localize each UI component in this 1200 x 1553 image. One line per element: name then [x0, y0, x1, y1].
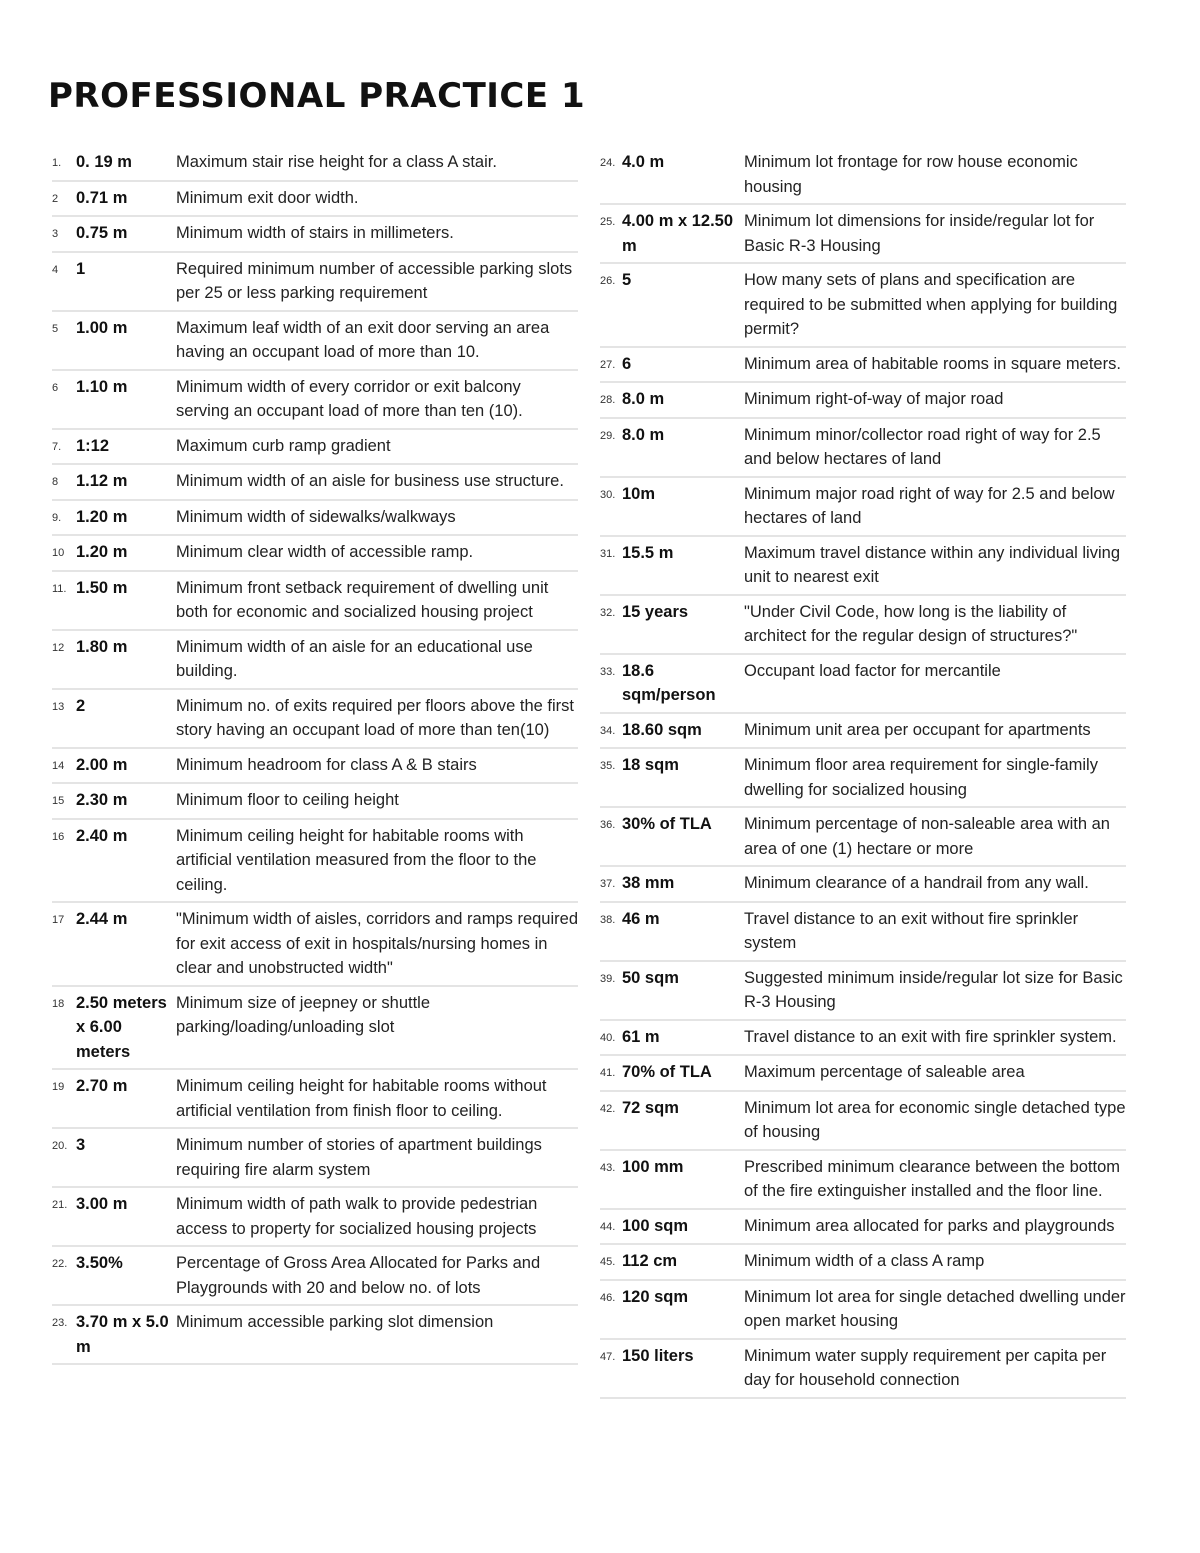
item-value: 3	[76, 1136, 86, 1154]
list-item	[600, 146, 1126, 205]
item-number: 9.	[52, 511, 62, 524]
list-item	[600, 1021, 1126, 1057]
item-description: Minimum ceiling height for habitable rooms without artificial ventilation from finish floor to ceiling.	[176, 1077, 547, 1120]
item-value: 72 sqm	[622, 1098, 679, 1117]
item-value: 18.6 sqm/person	[622, 661, 716, 704]
list-item	[600, 1056, 1126, 1092]
item-description: Prescribed minimum clearance between the bottom of the fire extinguisher installed and the floor line.	[744, 1157, 1121, 1200]
list-item	[52, 465, 578, 501]
item-description: Minimum ceiling height for habitable rooms with artificial ventilation measured from the floor to the ceiling.	[176, 826, 537, 894]
item-value: 50 sqm	[622, 968, 679, 987]
list-item	[600, 1151, 1126, 1210]
list-item	[52, 312, 578, 371]
list-item	[600, 205, 1126, 264]
item-number: 3	[52, 228, 59, 240]
item-number: 18	[52, 997, 65, 1010]
item-value: 61 m	[622, 1027, 660, 1046]
item-number: 15	[52, 795, 65, 807]
item-value: 8.0 m	[622, 425, 665, 444]
list-item	[52, 1247, 578, 1306]
item-number: 47.	[600, 1350, 616, 1363]
item-number: 38.	[600, 913, 616, 926]
list-item	[600, 1210, 1126, 1246]
item-number: 1.	[52, 157, 62, 169]
list-item	[600, 478, 1126, 537]
item-value: 1.00 m	[76, 318, 128, 337]
item-number: 22.	[52, 1258, 68, 1270]
item-value: 0. 19 m	[76, 153, 132, 171]
item-number: 28.	[600, 394, 616, 406]
item-value: 1.20 m	[76, 543, 128, 561]
item-description: Minimum width of every corridor or exit balcony serving an occupant load of more than ten (10).	[176, 377, 523, 420]
item-value: 3.70 m x 5.0 m	[76, 1313, 169, 1356]
item-number: 17	[52, 914, 65, 926]
item-description: Travel distance to an exit without fire sprinkler system	[744, 909, 1079, 952]
item-number: 29.	[600, 429, 616, 442]
item-description: Minimum lot dimensions for inside/regular lot for Basic R-3 Housing	[744, 212, 1095, 255]
item-number: 23.	[52, 1317, 68, 1329]
item-value: 120 sqm	[622, 1287, 689, 1306]
list-item	[52, 820, 578, 904]
item-description: Maximum travel distance within any individual living unit to nearest exit	[744, 543, 1120, 586]
item-description: Minimum floor to ceiling height	[176, 791, 399, 809]
item-value: 4.00 m x 12.50 m	[622, 212, 734, 255]
item-number: 25.	[600, 216, 616, 228]
item-value: 2	[76, 696, 86, 715]
item-description: Minimum area allocated for parks and playgrounds	[744, 1216, 1115, 1235]
list-item	[52, 987, 578, 1071]
item-number: 4	[52, 263, 59, 276]
list-item	[600, 348, 1126, 384]
list-item	[600, 962, 1126, 1021]
list-item	[600, 1092, 1126, 1151]
item-number: 41.	[600, 1067, 616, 1079]
list-item	[52, 690, 578, 749]
item-number: 11.	[52, 582, 67, 595]
item-value: 2.70 m	[76, 1077, 128, 1095]
item-number: 37.	[600, 878, 616, 890]
list-item	[52, 217, 578, 253]
item-number: 31.	[600, 547, 616, 560]
item-number: 5	[52, 322, 59, 335]
item-value: 5	[622, 271, 632, 289]
list-item	[600, 537, 1126, 596]
item-value: 3.00 m	[76, 1195, 128, 1213]
list-item	[52, 749, 578, 785]
item-number: 40.	[600, 1031, 616, 1044]
item-value: 1.20 m	[76, 507, 128, 526]
item-value: 2.44 m	[76, 910, 128, 928]
item-number: 45.	[600, 1256, 616, 1268]
item-number: 2	[52, 192, 59, 205]
item-number: 39.	[600, 972, 616, 985]
list-item	[52, 903, 578, 987]
item-description: Maximum leaf width of an exit door serving an area having an occupant load of more than 10.	[176, 318, 550, 361]
item-description: Maximum curb ramp gradient	[176, 436, 391, 455]
item-description: Minimum right-of-way of major road	[744, 390, 1004, 408]
list-item	[600, 596, 1126, 655]
list-item	[600, 808, 1126, 867]
item-value: 70% of TLA	[622, 1063, 712, 1081]
item-value: 15.5 m	[622, 543, 674, 562]
left-column	[52, 146, 578, 1365]
item-number: 10	[52, 547, 65, 559]
page-title: PROFESSIONAL PRACTICE 1	[48, 76, 586, 116]
item-number: 35.	[600, 760, 616, 772]
item-description: Suggested minimum inside/regular lot size for Basic R-3 Housing	[744, 968, 1123, 1011]
list-item	[52, 501, 578, 537]
list-item	[52, 631, 578, 690]
item-description: Minimum headroom for class A & B stairs	[176, 755, 477, 774]
item-value: 3.50%	[76, 1254, 123, 1272]
list-item	[52, 182, 578, 218]
item-value: 2.00 m	[76, 755, 128, 774]
item-value: 8.0 m	[622, 390, 665, 408]
list-item	[600, 1340, 1126, 1399]
item-description: Maximum stair rise height for a class A stair.	[176, 153, 497, 171]
item-value: 4.0 m	[622, 153, 665, 171]
item-description: Minimum percentage of non-saleable area with an area of one (1) hectare or more	[744, 815, 1110, 858]
item-value: 30% of TLA	[622, 815, 712, 833]
item-number: 8	[52, 476, 59, 488]
item-number: 7.	[52, 440, 62, 453]
item-value: 112 cm	[622, 1252, 678, 1270]
item-description: Minimum width of path walk to provide pedestrian access to property for socialized housing projects	[176, 1195, 538, 1238]
item-value: 2.50 meters x 6.00 meters	[76, 993, 167, 1061]
item-number: 44.	[600, 1220, 616, 1233]
item-number: 46.	[600, 1291, 616, 1304]
item-number: 14	[52, 759, 65, 772]
item-description: Minimum front setback requirement of dwelling unit both for economic and socialized housing project	[176, 578, 549, 621]
item-number: 43.	[600, 1161, 616, 1174]
item-number: 42.	[600, 1102, 616, 1115]
list-item	[600, 1281, 1126, 1340]
list-item	[600, 264, 1126, 348]
list-item	[52, 430, 578, 466]
item-value: 100 sqm	[622, 1216, 689, 1235]
item-description: Minimum major road right of way for 2.5 and below hectares of land	[744, 484, 1115, 527]
item-value: 1.10 m	[76, 377, 128, 396]
item-number: 34.	[600, 724, 616, 737]
item-number: 30.	[600, 488, 616, 501]
list-item	[600, 714, 1126, 750]
item-description: Minimum number of stories of apartment buildings requiring fire alarm system	[176, 1136, 542, 1179]
list-item	[52, 1188, 578, 1247]
item-description: Required minimum number of accessible parking slots per 25 or less parking requirement	[176, 259, 573, 302]
item-number: 36.	[600, 819, 616, 831]
item-description: Percentage of Gross Area Allocated for Parks and Playgrounds with 20 and below no. of lots	[176, 1254, 541, 1297]
list-item	[52, 572, 578, 631]
item-description: Minimum water supply requirement per capita per day for household connection	[744, 1346, 1107, 1389]
item-description: Minimum width of an aisle for business use structure.	[176, 472, 564, 490]
item-value: 1:12	[76, 436, 110, 455]
item-description: Minimum unit area per occupant for apartments	[744, 720, 1091, 739]
list-item	[52, 784, 578, 820]
item-description: Maximum percentage of saleable area	[744, 1063, 1025, 1081]
item-description: Minimum width of stairs in millimeters.	[176, 224, 454, 242]
item-value: 46 m	[622, 909, 660, 928]
list-item	[52, 1070, 578, 1129]
list-item	[600, 903, 1126, 962]
item-description: Minimum size of jeepney or shuttle parking/loading/unloading slot	[176, 993, 431, 1036]
item-value: 2.40 m	[76, 826, 128, 845]
list-item	[52, 536, 578, 572]
item-value: 10m	[622, 484, 656, 503]
item-number: 16	[52, 830, 65, 843]
item-value: 18 sqm	[622, 756, 679, 774]
item-value: 1.12 m	[76, 472, 128, 490]
item-value: 150 liters	[622, 1346, 694, 1365]
item-description: Minimum lot frontage for row house economic housing	[744, 153, 1078, 196]
item-description: Minimum floor area requirement for single-family dwelling for socialized housing	[744, 756, 1098, 799]
list-item	[52, 253, 578, 312]
list-item	[52, 1306, 578, 1365]
item-number: 19	[52, 1081, 65, 1093]
item-description: Minimum width of sidewalks/walkways	[176, 507, 456, 526]
item-number: 13	[52, 700, 65, 713]
list-item	[600, 383, 1126, 419]
item-description: How many sets of plans and specification are required to be submitted when applying for building permit?	[744, 271, 1118, 338]
item-description: Travel distance to an exit with fire sprinkler system.	[744, 1027, 1117, 1046]
right-column	[600, 146, 1126, 1399]
item-number: 12	[52, 641, 65, 654]
list-item	[600, 1245, 1126, 1281]
item-description: Occupant load factor for mercantile	[744, 661, 1001, 680]
item-number: 27.	[600, 358, 616, 371]
list-item	[600, 419, 1126, 478]
list-item	[52, 1129, 578, 1188]
item-description: Minimum no. of exits required per floors above the first story having an occupant load of more than ten(10)	[176, 696, 575, 739]
item-description: Minimum lot area for single detached dwelling under open market housing	[744, 1287, 1126, 1330]
item-number: 32.	[600, 606, 616, 619]
item-number: 26.	[600, 275, 616, 287]
item-value: 1.80 m	[76, 637, 128, 656]
item-value: 0.71 m	[76, 188, 128, 207]
item-number: 6	[52, 381, 59, 394]
item-description: Minimum accessible parking slot dimension	[176, 1313, 494, 1331]
item-value: 1.50 m	[76, 578, 128, 597]
item-description: Minimum clear width of accessible ramp.	[176, 543, 474, 561]
item-description: "Under Civil Code, how long is the liability of architect for the regular design of structures?"	[744, 602, 1078, 645]
item-description: Minimum width of an aisle for an educational use building.	[176, 637, 533, 680]
item-value: 0.75 m	[76, 224, 128, 242]
item-number: 24.	[600, 157, 616, 169]
item-value: 6	[622, 354, 632, 373]
item-description: Minimum clearance of a handrail from any wall.	[744, 874, 1089, 892]
item-value: 38 mm	[622, 874, 675, 892]
item-value: 1	[76, 259, 86, 278]
list-item	[600, 867, 1126, 903]
item-description: Minimum lot area for economic single detached type of housing	[744, 1098, 1126, 1141]
item-number: 33.	[600, 665, 616, 678]
item-description: Minimum exit door width.	[176, 188, 359, 207]
list-item	[600, 655, 1126, 714]
item-number: 21.	[52, 1199, 68, 1211]
item-description: "Minimum width of aisles, corridors and ramps required for exit access of exit in hospitals/nursing homes in clear and unobstructed width"	[176, 910, 579, 977]
item-value: 2.30 m	[76, 791, 128, 809]
item-description: Minimum width of a class A ramp	[744, 1252, 985, 1270]
list-item	[52, 146, 578, 182]
item-description: Minimum minor/collector road right of way for 2.5 and below hectares of land	[744, 425, 1101, 468]
item-value: 100 mm	[622, 1157, 684, 1176]
item-value: 18.60 sqm	[622, 720, 702, 739]
item-number: 20.	[52, 1140, 68, 1152]
item-description: Minimum area of habitable rooms in square meters.	[744, 354, 1121, 373]
list-item	[52, 371, 578, 430]
item-value: 15 years	[622, 602, 689, 621]
list-item	[600, 749, 1126, 808]
